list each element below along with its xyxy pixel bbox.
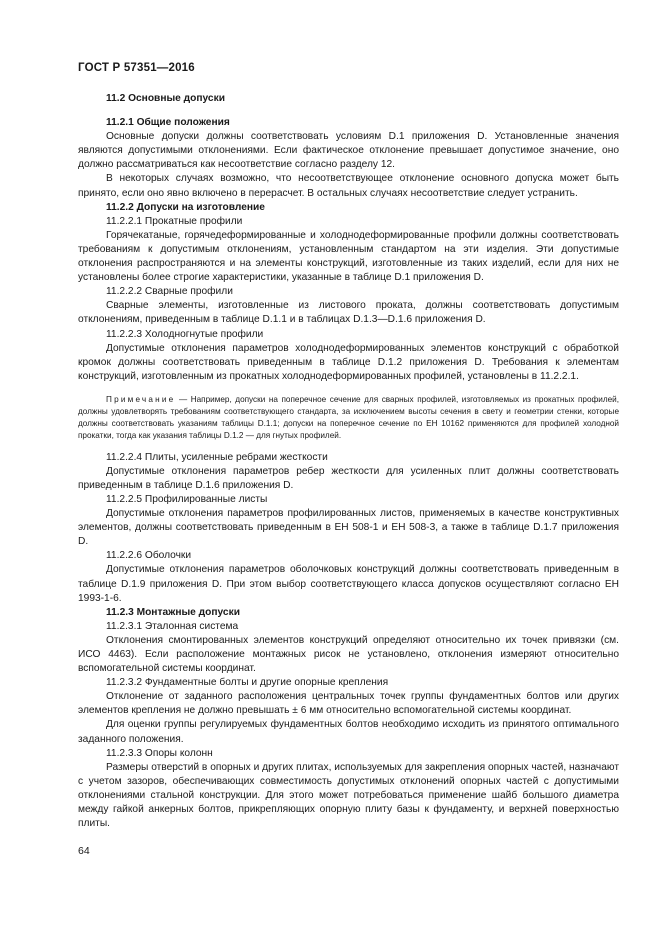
body-paragraph: Для оценки группы регулируемых фундаментных болтов необходимо исходить из принятого оптимального заданного положения. <box>78 719 619 745</box>
subsection-heading-11-2-3: 11.2.3 Монтажные допуски <box>106 606 240 618</box>
clause-heading-11-2-2-1: 11.2.2.1 Прокатные профили <box>106 215 243 227</box>
clause-heading-11-2-3-2: 11.2.3.2 Фундаментные болты и другие опорные крепления <box>106 677 389 689</box>
note-paragraph <box>78 394 619 443</box>
body-paragraph: Горячекатаные, горячедеформированные и холоднодеформированные профили должны соответствовать требованиям к допустимым отклонениям, установленным стандартом на эти изделия. Эти допустимые отклонения распространяются и на элементы конструкций, изготовленные из таких изделий, если для них не установлены более строгие характеристики, указанные в таблице D.1 приложения D. <box>78 229 619 284</box>
body-paragraph: Допустимые отклонения параметров профилированных листов, применяемых в качестве конструктивных элементов, должны соответствовать приведенным в ЕН 508-1 и ЕН 508-3, а также в таблице D.1.7 приложения D. <box>78 508 619 548</box>
section-heading-11-2: 11.2 Основные допуски <box>106 93 225 104</box>
body-paragraph: Основные допуски должны соответствовать условиям D.1 приложения D. Установленные значения являются допустимыми отклонениями. Если фактическое отклонение превышает допустимое значение, оно должно рассматриваться как несоответствие согласно разделу 12. <box>78 131 619 171</box>
clause-heading-11-2-2-4: 11.2.2.4 Плиты, усиленные ребрами жесткости <box>106 451 328 463</box>
body-paragraph: Отклонение от заданного расположения центральных точек группы фундаментных болтов или других элементов крепления не должно превышать ± 6 мм относительно вспомогательной системы координат. <box>78 691 619 717</box>
document-body <box>78 92 619 831</box>
subsection-heading-11-2-2: 11.2.2 Допуски на изготовление <box>106 201 265 213</box>
page-number: 64 <box>78 845 90 857</box>
clause-heading-11-2-3-3: 11.2.3.3 Опоры колонн <box>106 747 213 759</box>
clause-heading-11-2-2-2: 11.2.2.2 Сварные профили <box>106 286 233 298</box>
body-paragraph: Допустимые отклонения параметров ребер жесткости для усиленных плит должны соответствовать приведенным в таблице D.1.6 приложения D. <box>78 465 619 491</box>
note-text: — Например, допуски на поперечное сечение для сварных профилей, изготовляемых из прокатных профилей, должны удовлетворять требованиям соответствующего стандарта, за исключением высоты сечения в свету и геометрии стенки, которые должны соответствовать указаниям таблицы D.1.1; допуски на поперечное сечение по ЕН 10162 применяются для профилей холодной прокатки, тогда как указания таблицы D.1.2 — для гнутых профилей. <box>78 394 619 441</box>
clause-heading-11-2-2-3: 11.2.2.3 Холодногнутые профили <box>106 328 264 340</box>
subsection-heading-11-2-1: 11.2.1 Общие положения <box>106 117 230 129</box>
body-paragraph: В некоторых случаях возможно, что несоответствующее отклонение основного допуска может быть принято, если оно явно включено в перерасчет. В остальных случаях несоответствие следует устранить. <box>78 173 619 199</box>
clause-heading-11-2-2-6: 11.2.2.6 Оболочки <box>106 550 192 562</box>
clause-heading-11-2-3-1: 11.2.3.1 Эталонная система <box>106 620 239 632</box>
body-paragraph: Допустимые отклонения параметров холоднодеформированных элементов конструкций с обработкой кромок должны соответствовать приведенным в таблице D.1.2 приложения D. Требования к элементам конструкций, изготовленным из прокатных холоднодеформированных профилей, установлены в 11.2.2.1. <box>78 342 619 382</box>
clause-heading-11-2-2-5: 11.2.2.5 Профилированные листы <box>106 493 268 505</box>
body-paragraph: Размеры отверстий в опорных и других плитах, используемых для закрепления опорных частей, назначают с учетом зазоров, обеспечивающих совместимость допустимых отклонений опорных частей с допустимыми отклонениями стальной конструкции. Для этого может потребоваться применение шайб большого диаметра между гайкой анкерных болтов, прикрепляющих опорную плиту базы к фундаменту, и верхней поверхностью плиты. <box>78 761 619 830</box>
body-paragraph: Сварные элементы, изготовленные из листового проката, должны соответствовать допустимым отклонениям, приведенным в таблице D.1.1 и в таблицах D.1.3—D.1.6 приложения D. <box>78 300 619 326</box>
document-header: ГОСТ Р 57351—2016 <box>78 62 195 74</box>
body-paragraph: Отклонения смонтированных элементов конструкций определяют относительно их точек привязки (см. ИСО 4463). Если расположение монтажных рисок не установлено, отклонения измеряют относительно вспомогательной системы координат. <box>78 634 619 675</box>
note-label: Примечание <box>106 394 176 404</box>
body-paragraph: Допустимые отклонения параметров оболочковых конструкций должны соответствовать приведенным в таблице D.1.9 приложения D. При этом выбор соответствующего класса допусков осуществляют согласно ЕН 1993-1-6. <box>78 564 619 604</box>
